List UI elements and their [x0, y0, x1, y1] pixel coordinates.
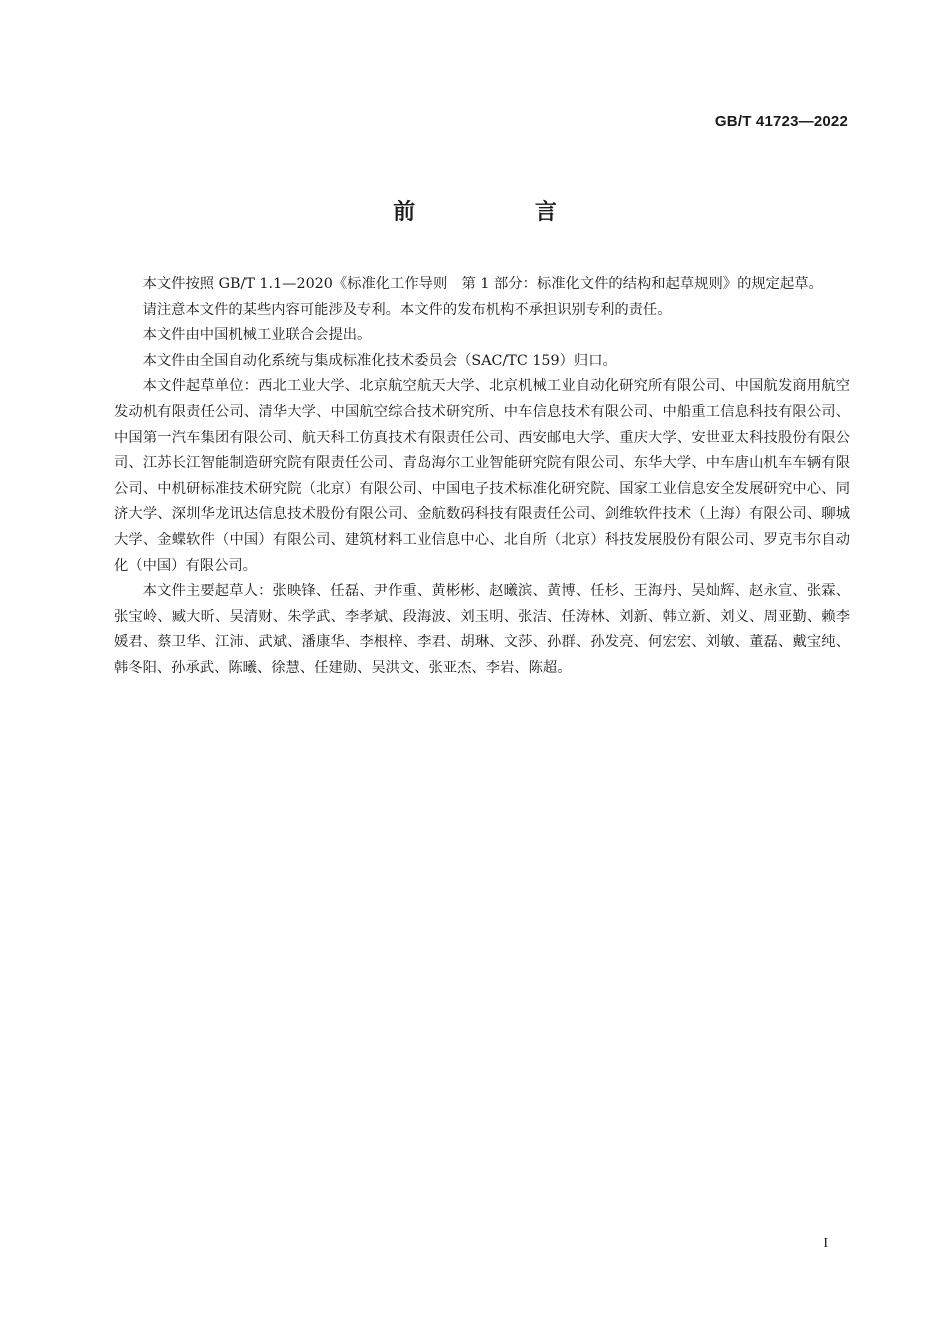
document-body [114, 272, 850, 682]
standard-number: GB/T 41723—2022 [714, 113, 848, 130]
paragraph-drafting-units: 本文件起草单位：西北工业大学、北京航空航天大学、北京机械工业自动化研究所有限公司、中国航发商用航空发动机有限责任公司、清华大学、中国航空综合技术研究所、中车信息技术有限公司、中船重工信息科技有限公司、中国第一汽车集团有限公司、航天科工仿真技术有限责任公司、西安邮电大学、重庆大学、安世亚太科技股份有限公司、江苏长江智能制造研究院有限责任公司、青岛海尔工业智能研究院有限公司、东华大学、中车唐山机车车辆有限公司、中机研标准技术研究院（北京）有限公司、中国电子技术标准化研究院、国家工业信息安全发展研究中心、同济大学、深圳华龙讯达信息技术股份有限公司、金航数码科技有限责任公司、剑维软件技术（上海）有限公司、聊城大学、金蝶软件（中国）有限公司、建筑材料工业信息中心、北自所（北京）科技发展股份有限公司、罗克韦尔自动化（中国）有限公司。 [114, 378, 850, 574]
page-number: I [823, 1236, 828, 1251]
paragraph-patent-notice: 请注意本文件的某些内容可能涉及专利。本文件的发布机构不承担识别专利的责任。 [142, 301, 672, 318]
page-title: 前 言 [393, 200, 613, 225]
paragraph-proposer: 本文件由中国机械工业联合会提出。 [142, 327, 372, 344]
paragraph-drafters: 本文件主要起草人：张映锋、任磊、尹作重、黄彬彬、赵曦滨、黄博、任杉、王海丹、吴灿辉、赵永宣、张霖、张宝岭、臧大昕、吴清财、朱学武、李孝斌、段海波、刘玉明、张洁、任涛林、刘新、韩立新、刘义、周亚勤、赖李媛君、蔡卫华、江沛、武斌、潘康华、李根梓、李君、胡琳、文莎、孙群、孙发亮、何宏宏、刘敏、董磊、戴宝纯、韩冬阳、孙承武、陈曦、徐慧、任建勋、吴洪文、张亚杰、李岩、陈超。 [114, 583, 850, 676]
paragraph-drafting-basis: 本文件按照 GB/T 1.1—2020《标准化工作导则 第 1 部分：标准化文件的结构和起草规则》的规定起草。 [142, 276, 823, 292]
paragraph-committee: 本文件由全国自动化系统与集成标准化技术委员会（SAC/TC 159）归口。 [142, 352, 617, 369]
